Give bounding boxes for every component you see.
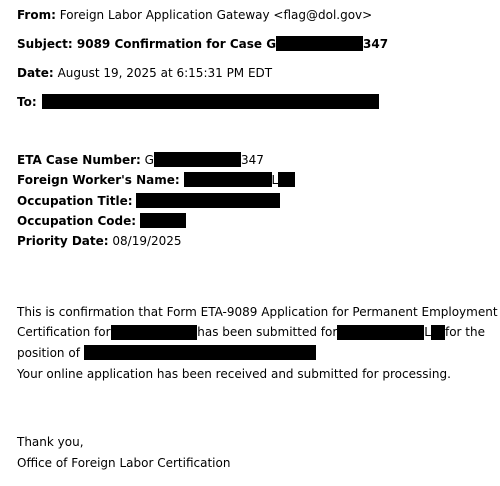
date-line	[17, 65, 272, 81]
subject-suffix: 347	[363, 37, 389, 51]
subject-label: Subject:	[17, 37, 73, 51]
message-text: Certification for	[17, 325, 111, 339]
from-line	[17, 7, 372, 23]
redaction-box	[42, 94, 379, 109]
case-number-line	[17, 152, 264, 168]
worker-name-suffix: L	[271, 173, 279, 187]
message-line-1: This is confirmation that Form ETA-9089 Application for Permanent Employment	[17, 305, 498, 319]
redaction-box	[154, 152, 241, 167]
priority-date-label: Priority Date:	[17, 234, 109, 248]
redaction-box	[184, 172, 272, 187]
case-number-prefix: G	[144, 153, 154, 167]
message-line-3	[17, 345, 316, 361]
subject-line	[17, 36, 388, 52]
signature-thanks: Thank you,	[17, 435, 84, 449]
redaction-box	[111, 325, 198, 340]
message-text: L	[424, 325, 431, 339]
redaction-box	[337, 325, 424, 340]
to-label: To:	[17, 95, 37, 109]
redaction-box	[278, 172, 295, 187]
redaction-box	[276, 36, 363, 51]
redaction-box	[140, 213, 186, 228]
worker-name-label: Foreign Worker's Name:	[17, 173, 180, 187]
priority-date-value: 08/19/2025	[112, 234, 182, 248]
from-value[interactable]: Foreign Labor Application Gateway <flag@dol.gov>	[59, 8, 373, 22]
subject-prefix: 9089 Confirmation for Case G	[76, 37, 277, 51]
occupation-title-line	[17, 193, 280, 209]
message-line-4: Your online application has been received and submitted for processing.	[17, 367, 451, 381]
worker-name-group	[337, 324, 445, 340]
occupation-code-line	[17, 213, 186, 229]
message-text: has been submitted for	[197, 325, 338, 339]
occupation-title-label: Occupation Title:	[17, 194, 133, 208]
priority-date-line	[17, 233, 182, 249]
occupation-code-label: Occupation Code:	[17, 214, 137, 228]
message-text: for the	[444, 325, 485, 339]
date-label: Date:	[17, 66, 54, 80]
case-number-suffix: 347	[240, 153, 264, 167]
from-label: From:	[17, 8, 56, 22]
redaction-box	[136, 193, 280, 208]
date-value: August 19, 2025 at 6:15:31 PM EDT	[57, 66, 273, 80]
to-line	[17, 94, 379, 110]
redaction-box	[431, 325, 445, 340]
redaction-box	[84, 345, 316, 360]
message-text: position of	[17, 346, 80, 360]
case-number-label: ETA Case Number:	[17, 153, 141, 167]
signature-office: Office of Foreign Labor Certification	[17, 456, 231, 470]
message-line-2	[17, 324, 485, 340]
worker-name-line	[17, 172, 295, 188]
